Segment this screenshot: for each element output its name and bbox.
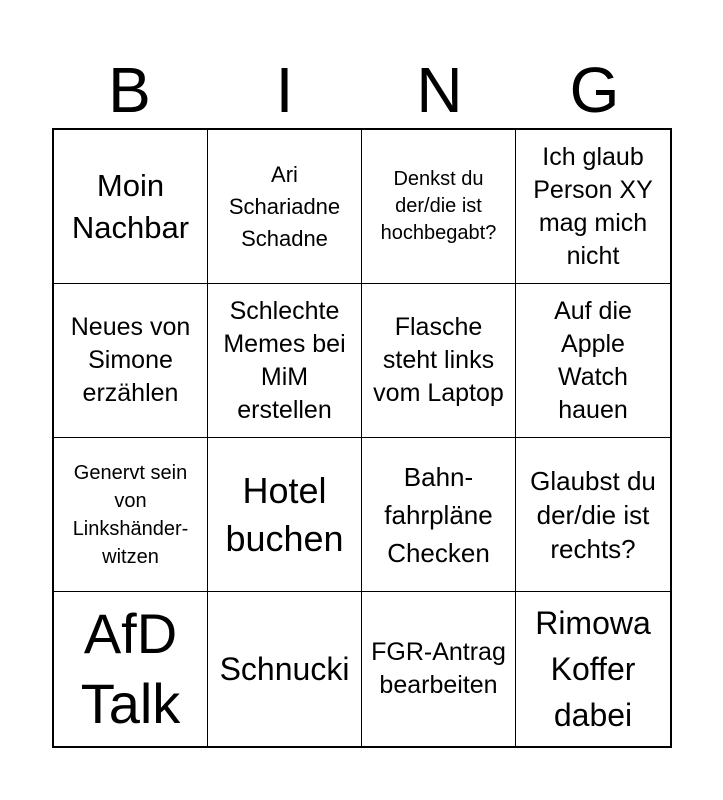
cell-text: Flasche steht links vom Laptop	[373, 313, 504, 407]
cell-text: Denkst du der/die ist hochbegabt?	[380, 168, 497, 244]
cell-text: Moin Nachbar	[71, 167, 190, 245]
cell-text: Ari Schariadne Schadne	[228, 161, 341, 251]
bingo-cell-1-4[interactable]	[516, 130, 670, 284]
bingo-cell-3-4[interactable]	[516, 438, 670, 592]
bingo-cell-3-3[interactable]	[362, 438, 516, 592]
bingo-cell-2-3[interactable]	[362, 284, 516, 438]
cell-text: Glaubst du der/die ist rechts?	[530, 465, 656, 564]
cell-text: AfD Talk	[80, 602, 181, 735]
bingo-cell-3-1[interactable]	[54, 438, 208, 592]
cell-text: Rimowa Koffer dabei	[535, 605, 651, 733]
cell-text: Ich glaub Person XY mag mich nicht	[533, 142, 653, 270]
header-letter-n: N	[416, 54, 463, 126]
bingo-cell-3-2[interactable]	[208, 438, 362, 592]
header-letter-g: G	[569, 54, 620, 126]
bingo-cell-1-3[interactable]	[362, 130, 516, 284]
header-letter-b: B	[108, 54, 151, 126]
bingo-cell-4-2[interactable]	[208, 592, 362, 746]
cell-text: Schlechte Memes bei MiM erstellen	[223, 296, 346, 424]
bingo-cell-1-2[interactable]	[208, 130, 362, 284]
cell-text: Auf die Apple Watch hauen	[554, 296, 632, 424]
cell-text: Schnucki	[219, 650, 350, 687]
bingo-grid	[52, 128, 672, 748]
bingo-cell-4-1[interactable]	[54, 592, 208, 746]
bingo-cell-4-4[interactable]	[516, 592, 670, 746]
cell-text: Genervt sein von Linkshänder-witzen	[72, 461, 189, 568]
bingo-header	[52, 52, 672, 128]
cell-text: Hotel buchen	[225, 469, 344, 559]
bingo-cell-2-2[interactable]	[208, 284, 362, 438]
cell-text: Bahn-fahrpläne Checken	[384, 461, 493, 568]
header-letter-i: I	[275, 54, 294, 126]
bingo-cell-1-1[interactable]	[54, 130, 208, 284]
bingo-cell-2-1[interactable]	[54, 284, 208, 438]
bingo-cell-4-3[interactable]	[362, 592, 516, 746]
cell-text: Neues von Simone erzählen	[70, 313, 191, 407]
cell-text: FGR-Antrag bearbeiten	[371, 638, 506, 699]
bingo-cell-2-4[interactable]	[516, 284, 670, 438]
